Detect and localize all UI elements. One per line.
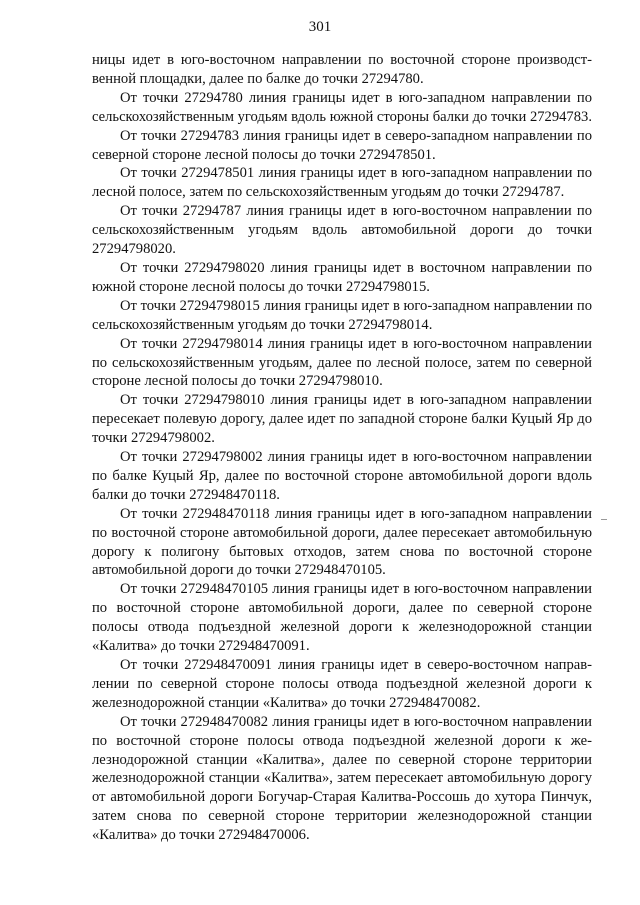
paragraph-7: От точки 27294798015 линия границы идет в юго-западном направлении по сельскохозяйственным угодьям до точки 27294798014. — [92, 297, 592, 333]
paragraph-9: От точки 27294798010 линия границы идет в юго-западном направлении пересекает полевую дорогу, далее идет по западной стороне балки Куцый Яр до точки 27294798002. — [92, 392, 592, 447]
margin-mark — [601, 519, 607, 520]
paragraph-10: От точки 27294798002 линия границы идет в юго-восточном направлении по балке Куцый Яр, далее по восточной стороне автомобильной дороги вдоль балки до точки 272948470118. — [92, 449, 592, 503]
paragraph-14: От точки 272948470082 линия границы идет в юго-восточном направлении по восточной стороне полосы отвода подъездной железной дороги к железнодорожной станции «Калитва», далее по северной стороне территории железнодорожной станции «Калитва», затем пересекает автомобильную дорогу от автомобильной дороги Богучар-Старая Калитва-Россошь до хутора Пинчук, затем снова по северной стороне территории железнодорожной станции «Калитва» до точки 272948470006. — [92, 713, 592, 844]
paragraph-3: От точки 27294783 линия границы идет в северо-западном направлении по северной стороне лесной полосы до точки 2729478501. — [92, 127, 592, 163]
document-body — [92, 51, 592, 845]
paragraph-1: ницы идет в юго-восточном направлении по восточной стороне производственной площадки, далее по балке до точки 27294780. — [92, 52, 592, 87]
paragraph-2: От точки 27294780 линия границы идет в юго-западном направлении по сельскохозяйственным угодьям вдоль южной стороны балки до точки 27294783. — [92, 89, 592, 125]
paragraph-4: От точки 2729478501 линия границы идет в юго-западном направлении по лесной полосе, затем по сельскохозяйственным угодьям до точки 27294787. — [92, 165, 592, 201]
paragraph-5: От точки 27294787 линия границы идет в юго-восточном направлении по сельскохозяйственным угодьям вдоль автомобильной дороги до точки 27294798020. — [92, 203, 592, 258]
paragraph-13: От точки 272948470091 линия границы идет в северо-восточном направлении по северной стороне полосы отвода подъездной железной дороги к железнодорожной станции «Калитва» до точки 272948470082. — [92, 657, 592, 711]
page-number: 301 — [308, 19, 332, 35]
paragraph-6: От точки 27294798020 линия границы идет в восточном направлении по южной стороне лесной полосы до точки 27294798015. — [92, 259, 592, 295]
paragraph-11: От точки 272948470118 линия границы идет в юго-западном направлении по восточной стороне автомобильной дороги, далее пересекает автомобильную дорогу к полигону бытовых отходов, затем снова по восточной стороне автомобильной дороги до точки 272948470105. — [92, 505, 592, 579]
paragraph-8: От точки 27294798014 линия границы идет в юго-восточном направлении по сельскохозяйственным угодьям, далее по лесной полосе, затем по северной стороне лесной полосы до точки 27294798010. — [92, 335, 592, 390]
paragraph-12: От точки 272948470105 линия границы идет в юго-восточном направлении по восточной стороне автомобильной дороги, далее по северной стороне полосы отвода подъездной железной дороги к железнодорожной станции «Калитва» до точки 272948470091. — [92, 581, 592, 655]
